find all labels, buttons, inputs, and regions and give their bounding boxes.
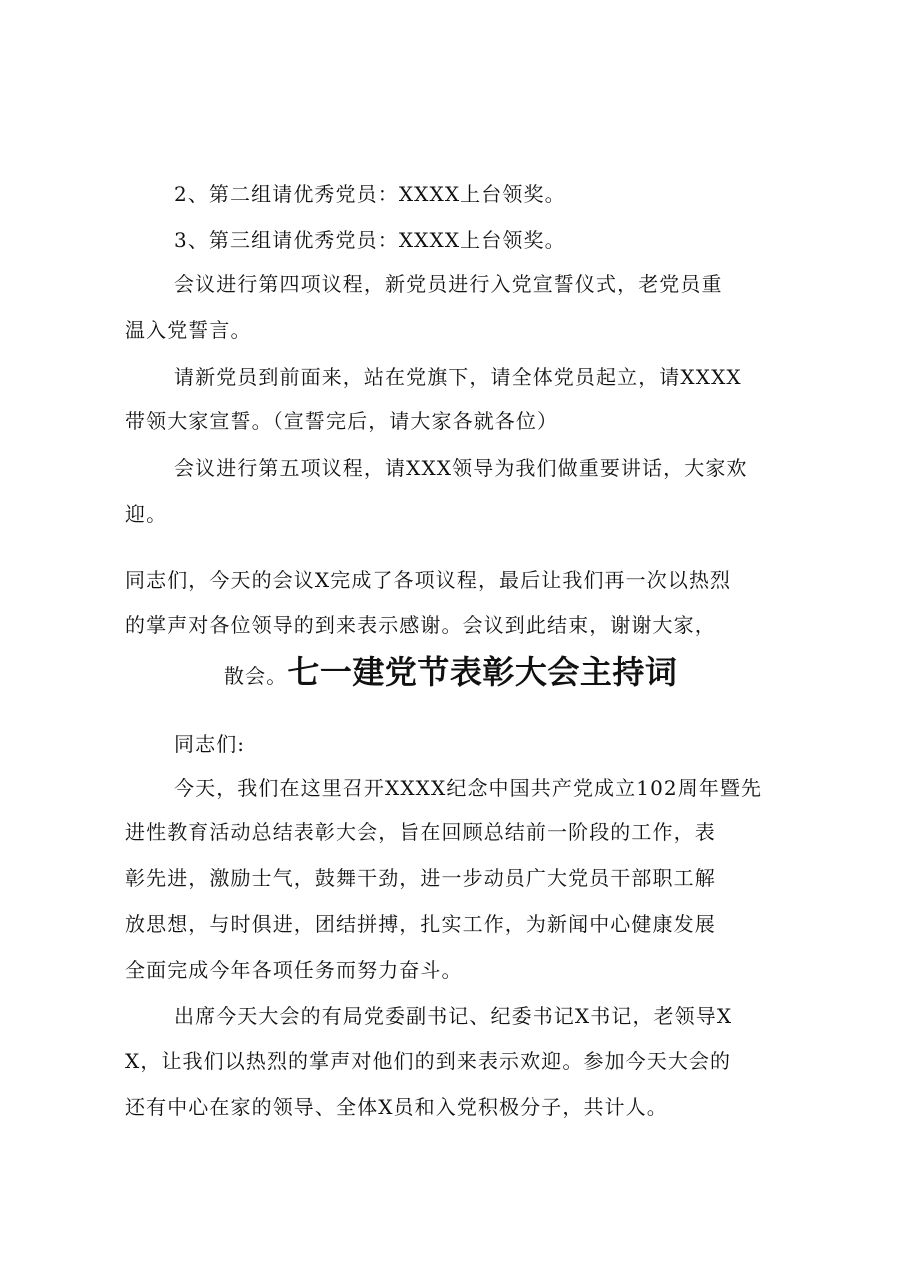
paragraph-line: 同志们: — [174, 732, 246, 756]
paragraph-line: 同志们，今天的会议X完成了各项议程，最后让我们再一次以热烈 — [125, 568, 732, 592]
closing-word: 散会。 — [224, 664, 288, 688]
paragraph-line: 温入党誓言。 — [125, 318, 252, 342]
paragraph-line: 2、第二组请优秀党员：XXXX上台领奖。 — [174, 182, 566, 206]
paragraph-line: 会议进行第四项议程，新党员进行入党宣誓仪式，老党员重 — [174, 272, 723, 296]
paragraph-line: 还有中心在家的领导、全体X员和入党积极分子，共计人。 — [125, 1095, 668, 1119]
paragraph-line: X，让我们以热烈的掌声对他们的到来表示欢迎。参加今天大会的 — [125, 1049, 732, 1073]
paragraph-line: 放思想，与时俱进，团结拼搏，扎实工作，为新闻中心健康发展 — [125, 912, 716, 936]
title-line — [224, 650, 677, 694]
paragraph-line: 3、第三组请优秀党员：XXXX上台领奖。 — [174, 228, 566, 252]
paragraph-line: 进性教育活动总结表彰大会，旨在回顾总结前一阶段的工作，表 — [125, 820, 716, 844]
paragraph-line: 带领大家宣誓。（宣誓完后，请大家各就各位） — [125, 409, 559, 433]
paragraph-line: 全面完成今年各项任务而努力奋斗。 — [125, 958, 463, 982]
paragraph-line: 迎。 — [125, 502, 168, 526]
paragraph-line: 彰先进，激励士气，鼓舞干劲，进一步动员广大党员干部职工解 — [125, 866, 716, 890]
paragraph-line: 的掌声对各位领导的到来表示感谢。会议到此结束，谢谢大家， — [125, 613, 716, 637]
paragraph-line: 会议进行第五项议程，请XXX领导为我们做重要讲话，大家欢 — [174, 456, 748, 480]
paragraph-line: 今天，我们在这里召开XXXX纪念中国共产党成立102周年暨先 — [174, 776, 763, 800]
paragraph-line: 出席今天大会的有局党委副书记、纪委书记X书记，老领导X — [174, 1004, 733, 1028]
document-title: 七一建党节表彰大会主持词 — [287, 653, 678, 691]
paragraph-line: 请新党员到前面来，站在党旗下，请全体党员起立，请XXXX — [174, 365, 742, 389]
